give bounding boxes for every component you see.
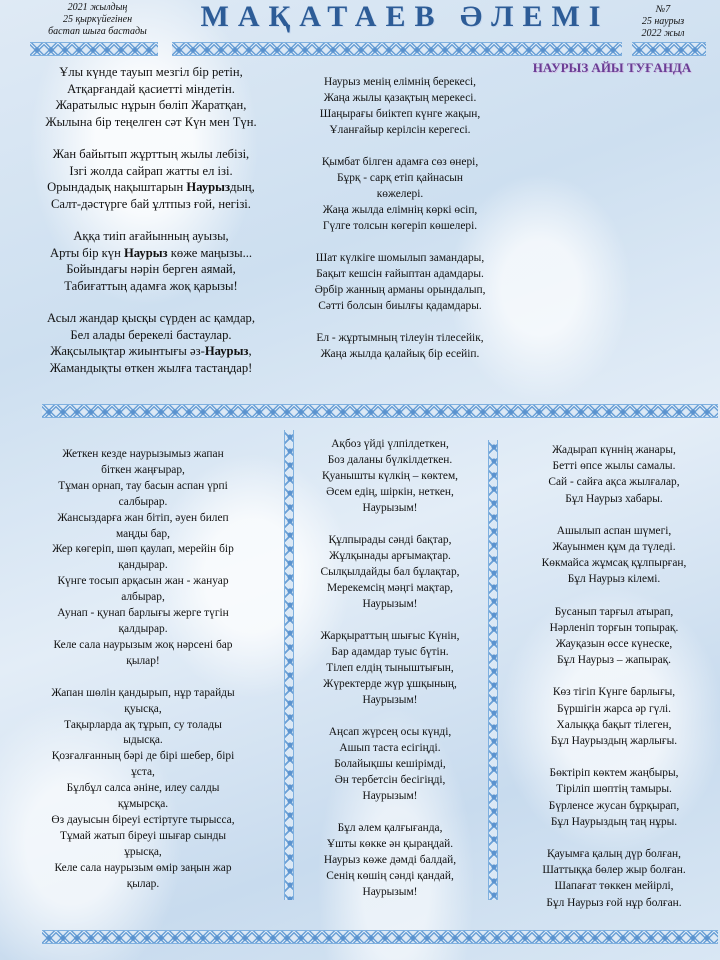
poem-line: Бүршігін жарса әр гүлі. — [556, 702, 672, 715]
poem-line: құмырсқа. — [117, 798, 169, 811]
poem-1-stanza-3 — [18, 228, 284, 294]
poem-line: Жауқазын өссе күнеске, — [555, 638, 673, 651]
poem-line: Бұл Наурыз ғой нұр болған. — [546, 896, 682, 909]
ornament-border-top-center — [172, 42, 622, 56]
poem-3-stanza-2 — [22, 686, 264, 893]
poem-line: Жадырап күннің жанары, — [552, 444, 676, 456]
poem-line: Наурызым! — [362, 502, 418, 514]
poem-1 — [18, 64, 284, 392]
poem-line: Жаңа жылы қазақтың мерекесі. — [323, 92, 477, 104]
issue-date-line-2: 2022 жыл — [641, 28, 685, 39]
poem-line: Әсем едің, шіркін, неткен, — [326, 486, 454, 498]
poem-line: Наурызым! — [362, 790, 418, 802]
poem-line: Жауынмен құм да түледі. — [552, 541, 676, 554]
poem-2-stanza-2 — [295, 154, 505, 234]
poem-line: Әрбір жанның арманы орындалып, — [314, 284, 486, 296]
poem-line: Жақсылықтар жиынтығы әз-Наурыз, — [50, 344, 252, 358]
ornament-border-top-right — [632, 42, 706, 56]
poem-line: Бұл Наурыздың таң нұры. — [550, 815, 678, 828]
poem-line: Тұман орнап, тау басын аспан үрпі — [58, 479, 228, 492]
poem-line: Мерекемсің мәңгі мақтар, — [327, 582, 453, 594]
poem-line: Қуанышты күлкің – көктем, — [322, 470, 458, 482]
poem-line: Жарқыраттың шығыс Күнін, — [320, 630, 460, 642]
poem-line: Бусанып тарғыл атырап, — [554, 605, 674, 618]
poem-line: Қымбат білген адамға сөз өнері, — [321, 156, 479, 168]
poem-line: Халыққа бақыт тілеген, — [556, 718, 672, 731]
poem-line: Бұл Наурыз хабары. — [565, 492, 663, 505]
poem-5-stanza-3 — [512, 604, 716, 669]
poem-line: маңды бар, — [116, 527, 170, 540]
poem-line: Көкмайса жұмсақ құлпырған, — [541, 557, 687, 570]
poem-line: Салт-дәстүрге бай ұлтпыз ғой, негізі. — [51, 196, 251, 211]
poem-line: Құлпырады сәнді бақтар, — [328, 534, 452, 546]
poem-line: Бөктіріп көктем жаңбыры, — [549, 767, 679, 780]
poem-5-stanza-2 — [512, 523, 716, 588]
poem-line: Боз даланы бүлкілдеткен. — [327, 454, 453, 466]
poem-5-stanza-5 — [512, 765, 716, 830]
poem-line: Тіріліп шөптің тамыры. — [556, 783, 672, 796]
poem-5-stanza-1 — [512, 442, 716, 507]
poem-line: Табиғаттың адамға жоқ қарызы! — [64, 278, 238, 293]
poem-1-stanza-4 — [18, 310, 284, 376]
poem-3 — [22, 447, 264, 908]
poem-line: Жамандықты өткен жылға тастаңдар! — [49, 360, 253, 375]
poem-2 — [295, 74, 505, 378]
poem-line: Жапан шөлін қандырып, нұр тарайды — [51, 686, 235, 699]
poem-line: ұста, — [131, 766, 155, 779]
poem-line: Ашып таста есігіңді. — [339, 742, 441, 754]
poem-line: Өз дауысын біреуі естіртуге тырысса, — [51, 813, 235, 826]
ornament-divider-left — [284, 430, 294, 900]
poem-5 — [512, 442, 716, 927]
poem-line: қылар. — [126, 877, 160, 890]
poem-line: Нәрленіп торғын топырақ. — [549, 621, 679, 634]
ornament-divider-right — [488, 440, 498, 900]
founding-line-3: бастап шыға бастады — [48, 26, 147, 37]
poem-line: Келе сала наурызым өмір заңын жар — [54, 861, 232, 874]
poem-line: Сенің көшің сәнді қандай, — [326, 870, 454, 882]
poem-line: Тақырларда ақ тұрып, су толады — [64, 718, 222, 731]
poem-line: көжелері. — [376, 188, 424, 200]
poem-line: Жеткен кезде наурызымыз жапан — [62, 448, 224, 460]
poem-line: Қозғалғанның бәрі де бірі шебер, бірі — [51, 750, 235, 763]
poem-line: Орындадық нақыштарын Наурыздың, — [47, 180, 255, 194]
poem-line: Арты бір күн Наурыз көже маңызы... — [49, 245, 253, 260]
poem-line: ыдысқа. — [123, 734, 163, 747]
issue-date-line-1: 25 наурыз — [641, 16, 685, 27]
poem-line: біткен жаңғырар, — [101, 463, 185, 476]
poem-4-stanza-4 — [300, 724, 480, 804]
poem-line: салбырар. — [118, 495, 168, 508]
poem-4 — [300, 436, 480, 916]
emphasized-word: Наурыз — [204, 344, 249, 358]
poem-line: Бұлбұл салса әніне, илеу салды — [66, 782, 220, 795]
poem-line: Аққа тиіп ағайынның ауызы, — [73, 229, 229, 243]
newspaper-title: МАҚАТАЕВ ӘЛЕМІ — [200, 0, 610, 33]
poem-line: Бұл Наурыздың жарлығы. — [550, 735, 678, 748]
poem-4-stanza-3 — [300, 628, 480, 708]
poem-2-stanza-1 — [295, 74, 505, 138]
poem-2-stanza-3 — [295, 250, 505, 314]
poem-line: қуысқа, — [124, 702, 162, 715]
poem-line: Сай - сайға ақса жылғалар, — [548, 476, 680, 489]
poem-line: Ел - жұртымның тілеуін тілесейік, — [316, 332, 484, 344]
poem-line: Бұл әлем қалғығанда, — [337, 822, 443, 834]
poem-line: Ашылып аспан шүмегі, — [556, 524, 672, 537]
poem-line: қалдырар. — [118, 622, 168, 635]
poem-4-stanza-5 — [300, 820, 480, 900]
ornament-border-bottom — [42, 930, 718, 944]
poem-3-stanza-1 — [22, 447, 264, 670]
poem-line: Жүректерде жүр ұшқының, — [323, 678, 457, 690]
poem-line: Тілеп елдің тыныштығын, — [326, 662, 454, 674]
ornament-border-middle — [42, 404, 718, 418]
poem-line: Ізгі жолда сайрап жатты ел ізі. — [69, 163, 233, 178]
poem-line: Шат күлкіге шомылып замандары, — [315, 252, 485, 264]
poem-line: Шапағат төккен мейірлі, — [554, 880, 674, 893]
poem-1-stanza-2 — [18, 146, 284, 212]
poem-5-stanza-6 — [512, 846, 716, 911]
poem-line: Ұшты көкке ән қыраңдай. — [326, 838, 454, 850]
poem-line: Тұмай жатып біреуі шығар сынды — [59, 829, 227, 842]
emphasized-word: Наурыз — [123, 245, 168, 260]
poem-line: Ән тербетсін бесігіңді, — [334, 774, 446, 786]
poem-line: Жан байытып жұрттың жылы лебізі, — [52, 147, 250, 161]
poem-line: Жер көгеріп, шөп қаулап, мерейін бір — [52, 543, 234, 556]
poem-line: Бар адамдар туыс бүтін. — [331, 646, 449, 658]
poem-4-stanza-1 — [300, 436, 480, 516]
poem-line: ұрысқа, — [124, 845, 162, 858]
poem-line: Наурызым! — [362, 598, 418, 610]
poem-line: Наурыз менің елімнің берекесі, — [324, 76, 476, 88]
poem-line: Сылқылдайды бал бұлақтар, — [320, 566, 460, 578]
poem-line: Жансыздарға жан бітіп, әуен билеп — [57, 511, 229, 524]
emphasized-word: Наурыз — [186, 180, 231, 194]
poem-line: Ұланғайыр керілсін керегесі. — [329, 124, 471, 136]
section-heading: НАУРЫЗ АЙЫ ТУҒАНДА — [532, 60, 692, 75]
poem-line: Жаңа жылда қалайық бір есейіп. — [320, 348, 480, 360]
poem-line: Жылына бір теңелген сәт Күн мен Түн. — [45, 114, 257, 129]
poem-line: Аңсап жүрсең осы күнді, — [328, 726, 452, 738]
poem-line: Аунап - қунап барлығы жерге түгін — [57, 607, 229, 620]
poem-line: Жұлқынады арғымақтар. — [329, 550, 451, 562]
poem-4-stanza-2 — [300, 532, 480, 612]
poem-line: Келе сала наурызым жоқ нәрсені бар — [53, 638, 233, 651]
ornament-border-top-left — [30, 42, 158, 56]
poem-line: қылар! — [126, 654, 160, 667]
issue-info — [628, 4, 698, 40]
poem-line: Болайықшы кешірімді, — [334, 758, 446, 770]
poem-line: Бел алады берекелі бастаулар. — [70, 327, 232, 342]
poem-line: қандырар. — [118, 559, 168, 572]
poem-line: Ақбоз үйді үлпілдеткен, — [331, 438, 449, 450]
poem-1-stanza-1 — [18, 64, 284, 130]
poem-line: Наурызым! — [362, 886, 418, 898]
poem-line: Қауымға қалың дүр болған, — [547, 848, 681, 861]
poem-line: Шаттыққа бөлер жыр болған. — [542, 864, 686, 877]
poem-line: Бұрқ - сарқ етіп қайнасын — [336, 172, 464, 184]
poem-2-stanza-4 — [295, 330, 505, 362]
poem-5-stanza-4 — [512, 684, 716, 749]
poem-line: Жаңа жылда елімнің көркі өсіп, — [322, 204, 478, 216]
founding-line-2: 25 қыркүйегінен — [62, 14, 133, 25]
poem-line: албырар, — [121, 591, 165, 604]
poem-line: Гүлге толсын көгеріп көшелері. — [322, 220, 478, 232]
poem-line: Наурыз көже дәмді балдай, — [323, 854, 457, 866]
issue-number: №7 — [655, 4, 671, 15]
poem-line: Атқарғандай қасиетті міндетін. — [67, 81, 235, 96]
founding-line-1: 2021 жылдың — [67, 2, 128, 13]
poem-line: Бақыт кешсін ғайыптан адамдары. — [316, 268, 484, 280]
poem-line: Ұлы күнде тауып мезгіл бір ретін, — [59, 65, 243, 79]
poem-line: Сәтті болсын биылғы қадамдары. — [318, 300, 482, 312]
poem-line: Күнге тосып арқасын жан - жануар — [57, 575, 229, 588]
poem-line: Наурызым! — [362, 694, 418, 706]
poem-line: Бетті өпсе жылы самалы. — [552, 460, 676, 473]
poem-line: Бұл Наурыз – жапырақ. — [556, 654, 672, 667]
poem-line: Асыл жандар қысқы сүрден ас қамдар, — [47, 311, 255, 325]
founding-note — [30, 2, 165, 38]
poem-line: Бұл Наурыз кілемі. — [567, 573, 661, 586]
poem-line: Жаратылыс нұрын бөліп Жаратқан, — [55, 98, 247, 112]
poem-line: Көз тігіп Күнге барлығы, — [552, 686, 676, 699]
poem-line: Бойындағы нәрін берген аямай, — [66, 262, 236, 276]
poem-line: Шаңырағы биіктеп күнге жақын, — [319, 108, 481, 120]
poem-line: Бүрленсе жусан бұрқырап, — [548, 799, 680, 812]
